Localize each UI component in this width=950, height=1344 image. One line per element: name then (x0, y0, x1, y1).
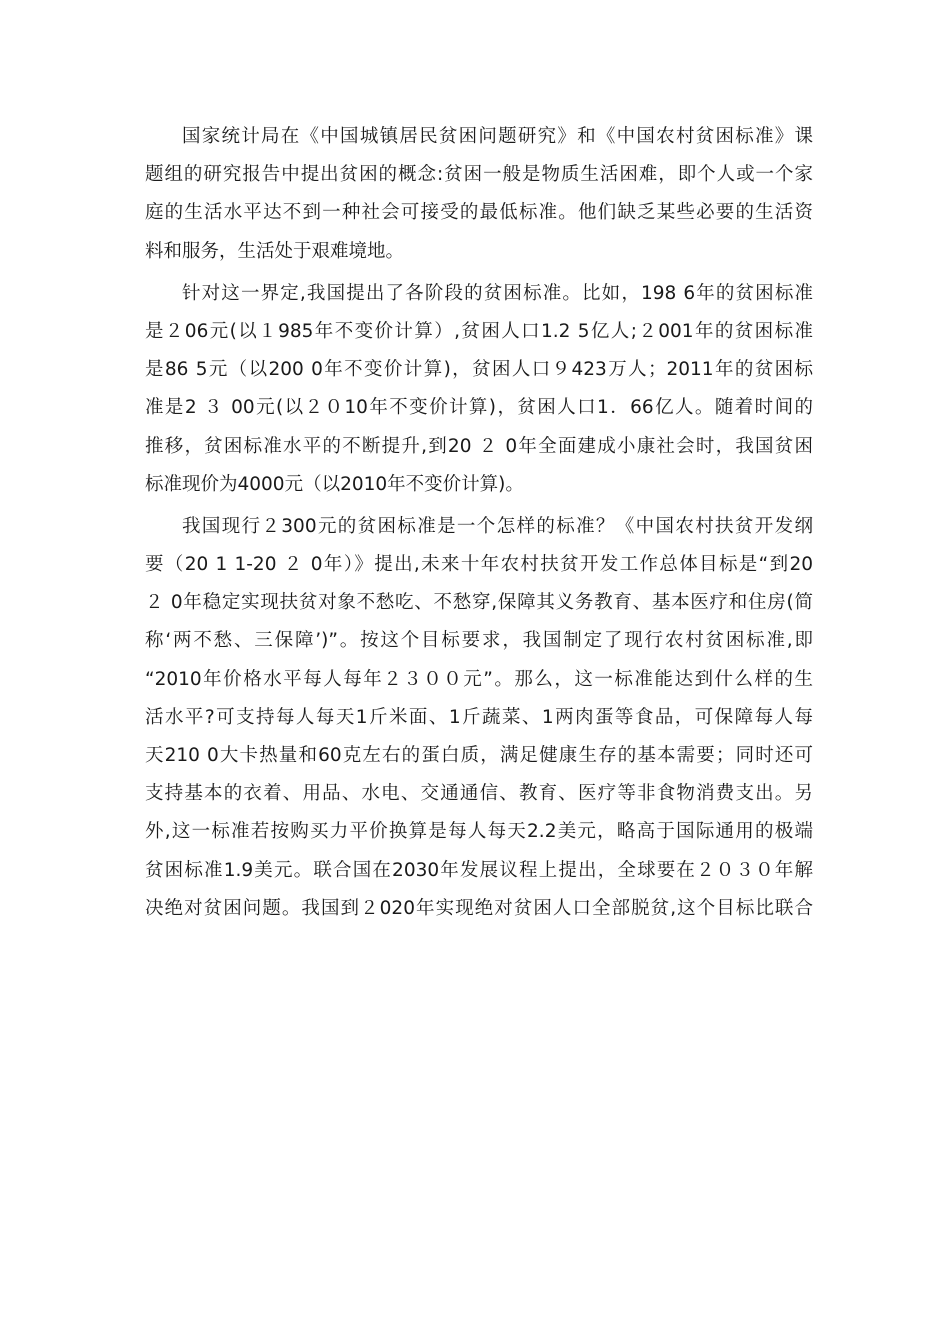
text-line: 题组的研究报告中提出贫困的概念:贫困一般是物质生活困难，即个人或一个家 (145, 164, 813, 186)
text-line: 称‘两不愁、三保障’)”。按这个目标要求，我国制定了现行农村贫困标准,即 (145, 630, 813, 652)
text-line: 贫困标准1.9美元。联合国在2030年发展议程上提出，全球要在２０３０年解 (145, 859, 813, 881)
text-line: 料和服务，生活处于艰难境地。 (145, 240, 405, 262)
text-line: 支持基本的衣着、用品、水电、交通通信、教育、医疗等非食物消费支出。另 (145, 783, 813, 805)
text-line: 要（20 1 1-20 ２ 0年）》提出,未来十年农村扶贫开发工作总体目标是“到20 (145, 554, 813, 576)
text-line: 天210 0大卡热量和60克左右的蛋白质，满足健康生存的基本需要；同时还可 (145, 745, 813, 766)
text-line: ２ 0年稳定实现扶贫对象不愁吃、不愁穿,保障其义务教育、基本医疗和住房(简 (145, 592, 813, 614)
text-line: “2010年价格水平每人每年２３００元”。那么，这一标准能达到什么样的生 (145, 668, 813, 690)
text-line: 推移，贫困标准水平的不断提升,到20 ２ 0年全面建成小康社会时，我国贫困 (145, 435, 813, 457)
text-line: 外,这一标准若按购买力平价换算是每人每天2.2美元，略高于国际通用的极端 (145, 821, 813, 843)
text-line: 是86 5元（以200 0年不变价计算)，贫困人口９423万人；2011年的贫困标 (145, 359, 813, 381)
text-line: 针对这一界定,我国提出了各阶段的贫困标准。比如，198 6年的贫困标准 (182, 282, 813, 304)
document-body (145, 118, 813, 932)
text-line: 是２06元(以１985年不变价计算）,贫困人口1.2 5亿人;２001年的贫困标准 (145, 320, 813, 342)
text-line: 决绝对贫困问题。我国到２020年实现绝对贫困人口全部脱贫,这个目标比联合 (145, 897, 813, 919)
text-line: 国家统计局在《中国城镇居民贫困问题研究》和《中国农村贫困标准》课 (182, 126, 813, 147)
text-line: 活水平?可支持每人每天1斤米面、1斤蔬菜、1两肉蛋等食品，可保障每人每 (145, 706, 813, 728)
text-line: 我国现行２300元的贫困标准是一个怎样的标准？《中国农村扶贫开发纲 (182, 515, 813, 537)
paragraph-poverty-standards (145, 275, 813, 504)
text-line: 标准现价为4000元（以2010年不变价计算)。 (145, 473, 524, 495)
paragraph-poverty-definition (145, 118, 813, 271)
text-line: 准是2 ３ 00元(以２０10年不变价计算)，贫困人口1．66亿人。随着时间的 (145, 397, 813, 419)
text-line: 庭的生活水平达不到一种社会可接受的最低标准。他们缺乏某些必要的生活资 (145, 202, 813, 224)
paragraph-current-standard (145, 508, 813, 928)
